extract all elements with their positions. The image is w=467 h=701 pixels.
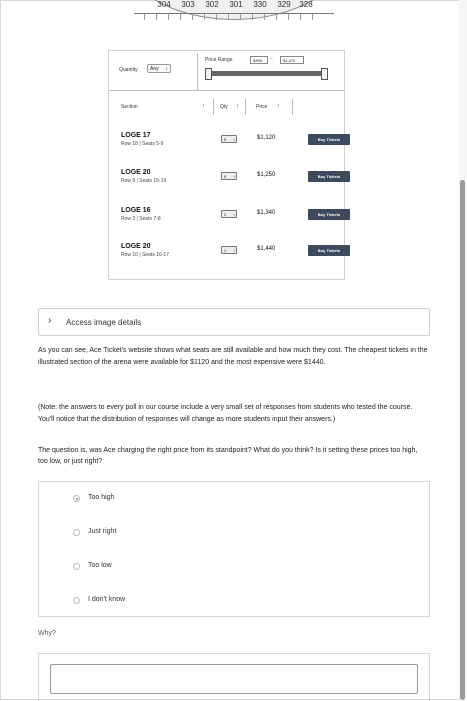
seating-chart — [120, 0, 348, 22]
price-min-input[interactable]: $399 — [250, 56, 268, 64]
option-label: I don't know — [88, 596, 126, 603]
section-label: 301 — [229, 0, 243, 9]
section-labels — [120, 0, 348, 10]
row-section: LOGE 17 — [121, 132, 151, 139]
buy-tickets-button[interactable]: Buy Tickets — [308, 134, 350, 145]
note-paragraph: (Note: the answers to every poll in our course include a very small set of responses from students who tested the course. You'll notice that the distribution of responses will change as more students input their answers.) — [38, 404, 413, 423]
chevron-right-icon: › — [48, 315, 52, 326]
row-qty-value: 5 — [224, 174, 227, 179]
column-header-price[interactable]: Price — [256, 104, 268, 110]
select-arrows-icon: ↕ — [233, 248, 235, 253]
column-header-qty[interactable]: Qty — [220, 104, 228, 110]
column-header-section[interactable]: Section — [121, 104, 138, 110]
ticket-row — [109, 132, 344, 162]
section-label: 328 — [299, 0, 313, 9]
price-max-input[interactable]: $1,470 — [280, 56, 304, 64]
price-slider-track[interactable] — [208, 71, 324, 76]
row-price: $1,120 — [257, 135, 276, 141]
why-textarea[interactable] — [50, 664, 418, 694]
seat-rows — [134, 13, 334, 20]
row-qty-value: 2 — [224, 212, 227, 217]
scrollbar-thumb[interactable] — [460, 180, 465, 700]
price-slider-max-handle[interactable] — [321, 68, 328, 80]
buy-tickets-button[interactable]: Buy Tickets — [308, 209, 350, 220]
section-label: 302 — [205, 0, 219, 9]
ticket-row — [109, 207, 344, 237]
select-arrows-icon: ↕ — [165, 66, 168, 72]
option-label: Too high — [88, 494, 115, 501]
ticket-row — [109, 169, 344, 199]
select-arrows-icon: ↕ — [233, 137, 235, 142]
section-label: 304 — [157, 0, 171, 9]
price-separator: - — [271, 56, 273, 62]
select-arrows-icon: ↕ — [233, 212, 235, 217]
radio-button[interactable] — [73, 529, 80, 536]
radio-button[interactable] — [73, 597, 80, 604]
why-label: Why? — [38, 630, 56, 637]
row-qty-select[interactable] — [221, 210, 237, 218]
row-section: LOGE 20 — [121, 243, 151, 250]
sort-arrows-icon[interactable]: ↕ — [236, 103, 239, 109]
select-arrows-icon: ↕ — [233, 174, 235, 179]
question-text: The question is, was Ace charging the right price from its standpoint? What do you think? Is it setting these prices too high, too low, or just right? — [38, 447, 418, 465]
price-slider-min-handle[interactable] — [205, 68, 212, 80]
filter-divider — [197, 53, 198, 90]
poll-options — [38, 481, 430, 617]
row-qty-value: 5 — [224, 137, 227, 142]
row-qty-value: 2 — [224, 248, 227, 253]
option-label: Just right — [88, 528, 117, 535]
ticket-listing-widget — [108, 50, 345, 280]
row-section: LOGE 16 — [121, 207, 151, 214]
row-section: LOGE 20 — [121, 169, 151, 176]
ticket-row — [109, 243, 344, 273]
quantity-select[interactable] — [147, 64, 171, 73]
quantity-value: Any — [150, 66, 159, 72]
section-label: 329 — [277, 0, 291, 9]
row-price: $1,250 — [257, 172, 276, 178]
row-price: $1,440 — [257, 246, 276, 252]
buy-tickets-button[interactable]: Buy Tickets — [308, 245, 350, 256]
row-seats: Row 18 | Seats 5-9 — [121, 141, 164, 147]
column-divider — [245, 99, 246, 115]
row-qty-select[interactable] — [221, 135, 237, 143]
access-image-details-toggle[interactable] — [38, 308, 430, 336]
row-seats: Row 10 | Seats 16-17 — [121, 252, 169, 258]
option-label: Too low — [88, 562, 112, 569]
body-paragraph: As you can see, Ace Ticket's website shows what seats are still available and how much they cost. The cheapest tickets in the illustrated section of the arena were available for $1120 and the most expensive were $1440. — [38, 347, 428, 366]
radio-button[interactable] — [73, 495, 80, 502]
sort-arrows-icon[interactable]: ↕ — [202, 103, 205, 109]
row-seats: Row 9 | Seats 15-19 — [121, 178, 167, 184]
access-image-details-label: Access image details — [66, 318, 142, 327]
quantity-label: Quantity — [119, 67, 138, 73]
section-label: 330 — [253, 0, 267, 9]
column-divider — [292, 99, 293, 115]
section-label: 303 — [181, 0, 195, 9]
header-divider — [109, 90, 344, 91]
sort-arrows-icon[interactable]: ↕ — [277, 103, 280, 109]
row-qty-select[interactable] — [221, 172, 237, 180]
row-price: $1,340 — [257, 210, 276, 216]
row-qty-select[interactable] — [221, 246, 237, 254]
price-range-label: Price Range — [205, 57, 233, 63]
radio-button[interactable] — [73, 563, 80, 570]
column-divider — [213, 99, 214, 115]
buy-tickets-button[interactable]: Buy Tickets — [308, 171, 350, 182]
row-seats: Row 3 | Seats 7-8 — [121, 216, 161, 222]
